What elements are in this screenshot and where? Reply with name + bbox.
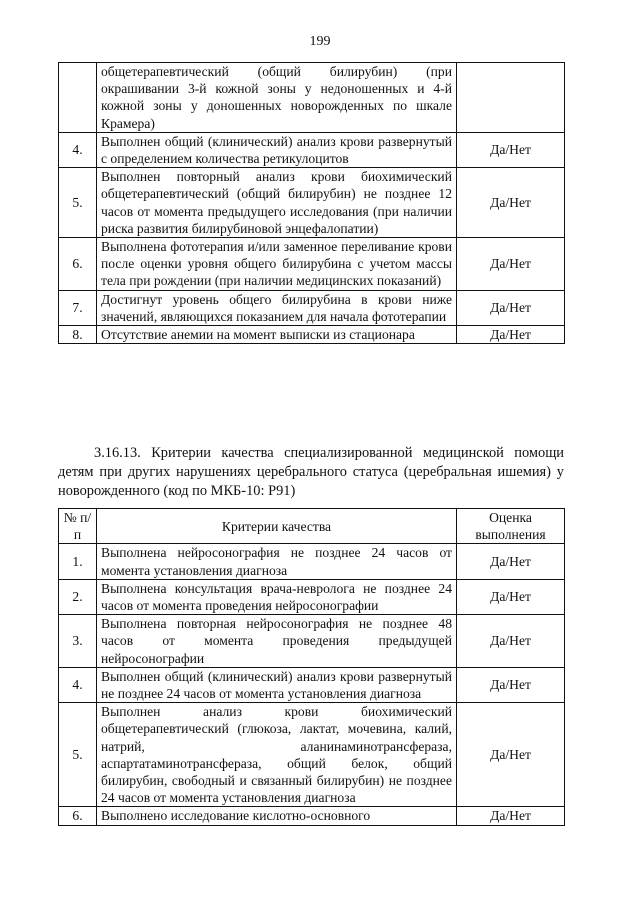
row-number: 4.: [59, 132, 97, 167]
criterion-text: Выполнена повторная нейросонография не позднее 48 часов от момента проведения предыдущей нейросонографии: [97, 615, 457, 668]
table-row: [59, 63, 565, 133]
criterion-text: общетерапевтический (общий билирубин) (при окрашивании 3-й кожной зоны у недоношенных и 4-й кожной зоны у доношенных новорожденных по шкале Крамера): [97, 63, 457, 133]
criteria-table: [58, 508, 565, 826]
grade-value: Да/Нет: [457, 703, 565, 807]
grade-value: Да/Нет: [457, 615, 565, 668]
criterion-text: Выполнена фототерапия и/или заменное переливание крови после оценки уровня общего билирубина с учетом массы тела при рождении (при наличии медицинских показаний): [97, 238, 457, 291]
table-header-row: [59, 509, 565, 544]
row-number: 6.: [59, 807, 97, 825]
criterion-text: Выполнена нейросонография не позднее 24 часов от момента установления диагноза: [97, 544, 457, 579]
criterion-text: Выполнен общий (клинический) анализ крови развернутый не позднее 24 часов от момента установления диагноза: [97, 667, 457, 702]
criterion-text: Достигнут уровень общего билирубина в крови ниже значений, являющихся показанием для начала фототерапии: [97, 290, 457, 325]
row-number: 2.: [59, 579, 97, 614]
criteria-table-continued: [58, 62, 565, 344]
grade-value: Да/Нет: [457, 579, 565, 614]
criterion-text: Выполнена консультация врача-невролога не позднее 24 часов от момента проведения нейросонографии: [97, 579, 457, 614]
grade-value: Да/Нет: [457, 667, 565, 702]
header-number: № п/п: [59, 509, 97, 544]
table-row: [59, 326, 565, 344]
row-number: 4.: [59, 667, 97, 702]
row-number: 6.: [59, 238, 97, 291]
row-number: 3.: [59, 615, 97, 668]
grade-value: Да/Нет: [457, 544, 565, 579]
criterion-text: Выполнен общий (клинический) анализ крови развернутый с определением количества ретикулоцитов: [97, 132, 457, 167]
row-number: 5.: [59, 168, 97, 238]
table-row: [59, 579, 565, 614]
row-number: 8.: [59, 326, 97, 344]
table-row: [59, 132, 565, 167]
grade-value: Да/Нет: [457, 326, 565, 344]
table-row: [59, 168, 565, 238]
page-number: 199: [309, 34, 331, 49]
row-number: 5.: [59, 703, 97, 807]
row-number: [59, 63, 97, 133]
table-row: [59, 667, 565, 702]
header-grade: Оценка выполнения: [457, 509, 565, 544]
grade-value: Да/Нет: [457, 132, 565, 167]
table-row: [59, 807, 565, 825]
row-number: 7.: [59, 290, 97, 325]
grade-value: Да/Нет: [457, 168, 565, 238]
criterion-text: Выполнен повторный анализ крови биохимический общетерапевтический (общий билирубин) не позднее 12 часов от момента предыдущего исследования (при наличии риска развития билирубиновой энцефалопатии): [97, 168, 457, 238]
criterion-text: Выполнен анализ крови биохимический общетерапевтический (глюкоза, лактат, мочевина, калий, натрий, аланинаминотрансфераза, аспартатаминотрансфераза, общий белок, общий билирубин, свободный и связанный билирубин) не позднее 24 часов от момента установления диагноза: [97, 703, 457, 807]
table-row: [59, 238, 565, 291]
table-row: [59, 290, 565, 325]
table-row: [59, 703, 565, 807]
grade-value: Да/Нет: [457, 290, 565, 325]
criterion-text: Отсутствие анемии на момент выписки из стационара: [97, 326, 457, 344]
header-criteria: Критерии качества: [97, 509, 457, 544]
section-heading: 3.16.13. Критерии качества специализированной медицинской помощи детям при других нарушениях церебрального статуса (церебральная ишемия) у новорожденного (код по МКБ-10: P91): [58, 445, 564, 499]
table-row: [59, 544, 565, 579]
grade-value: [457, 63, 565, 133]
criterion-text: Выполнено исследование кислотно-основного: [97, 807, 457, 825]
grade-value: Да/Нет: [457, 807, 565, 825]
row-number: 1.: [59, 544, 97, 579]
table-row: [59, 615, 565, 668]
grade-value: Да/Нет: [457, 238, 565, 291]
